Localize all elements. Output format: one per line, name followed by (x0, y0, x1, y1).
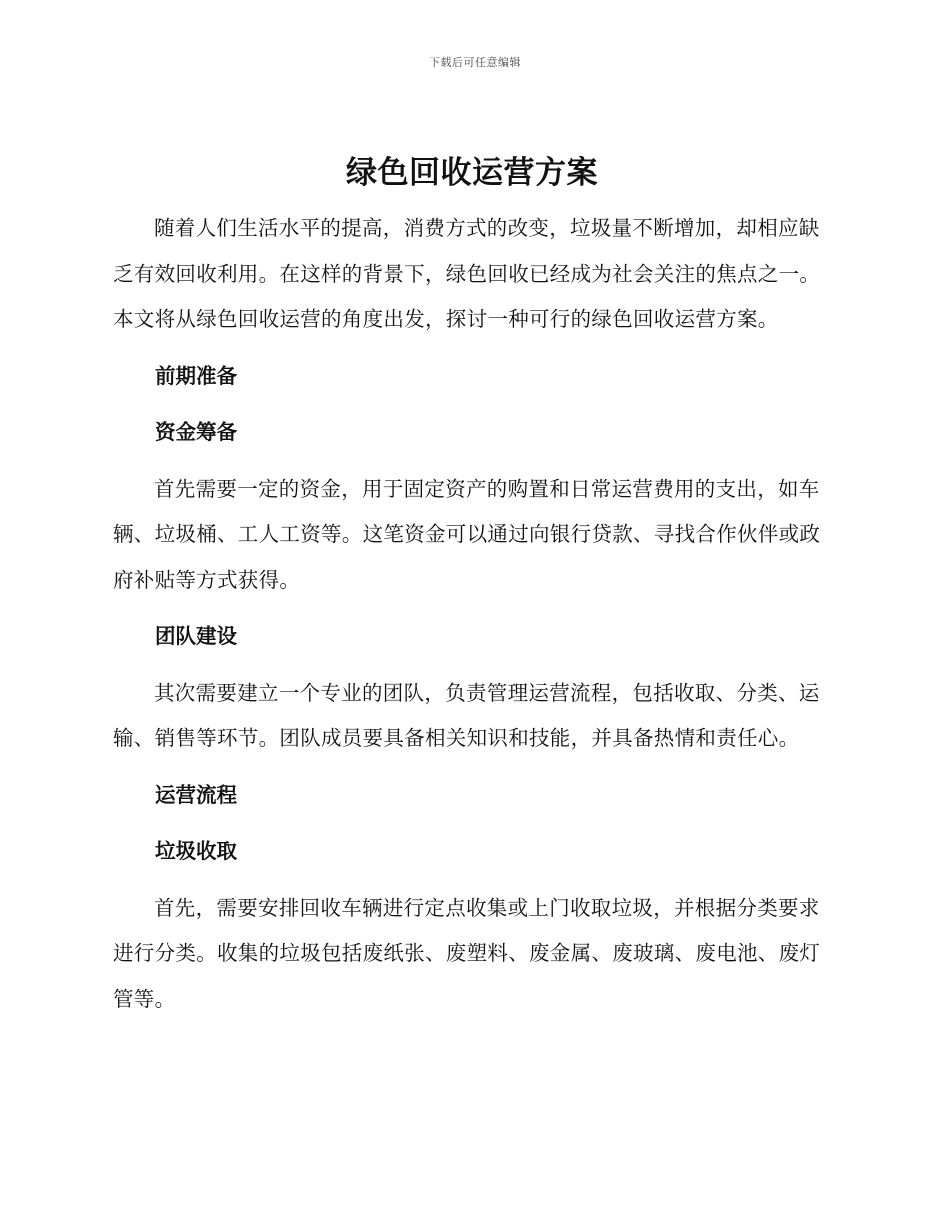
document-body (113, 150, 831, 1022)
paragraph-team: 其次需要建立一个专业的团队，负责管理运营流程，包括收取、分类、运输、销售等环节。团队成员要具备相关知识和技能，并具备热情和责任心。 (113, 680, 820, 750)
paragraph-funding: 首先需要一定的资金，用于固定资产的购置和日常运营费用的支出，如车辆、垃圾桶、工人工资等。这笔资金可以通过向银行贷款、寻找合作伙伴或政府补贴等方式获得。 (113, 476, 821, 592)
paragraph-collection: 首先，需要安排回收车辆进行定点收集或上门收取垃圾，并根据分类要求进行分类。收集的垃圾包括废纸张、废塑料、废金属、废玻璃、废电池、废灯管等。 (113, 895, 821, 1011)
heading-collection: 垃圾收取 (155, 839, 237, 863)
heading-preparation: 前期准备 (155, 363, 237, 388)
heading-team: 团队建设 (155, 624, 237, 648)
document-title: 绿色回收运营方案 (346, 155, 598, 191)
paragraph-intro: 随着人们生活水平的提高，消费方式的改变，垃圾量不断增加，却相应缺乏有效回收利用。在这样的背景下，绿色回收已经成为社会关注的焦点之一。本文将从绿色回收运营的角度出发，探讨一种可行的绿色回收运营方案。 (113, 216, 821, 331)
heading-funding: 资金筹备 (155, 420, 237, 444)
header-note: 下载后可任意编辑 (429, 56, 521, 69)
heading-operations: 运营流程 (155, 782, 237, 807)
